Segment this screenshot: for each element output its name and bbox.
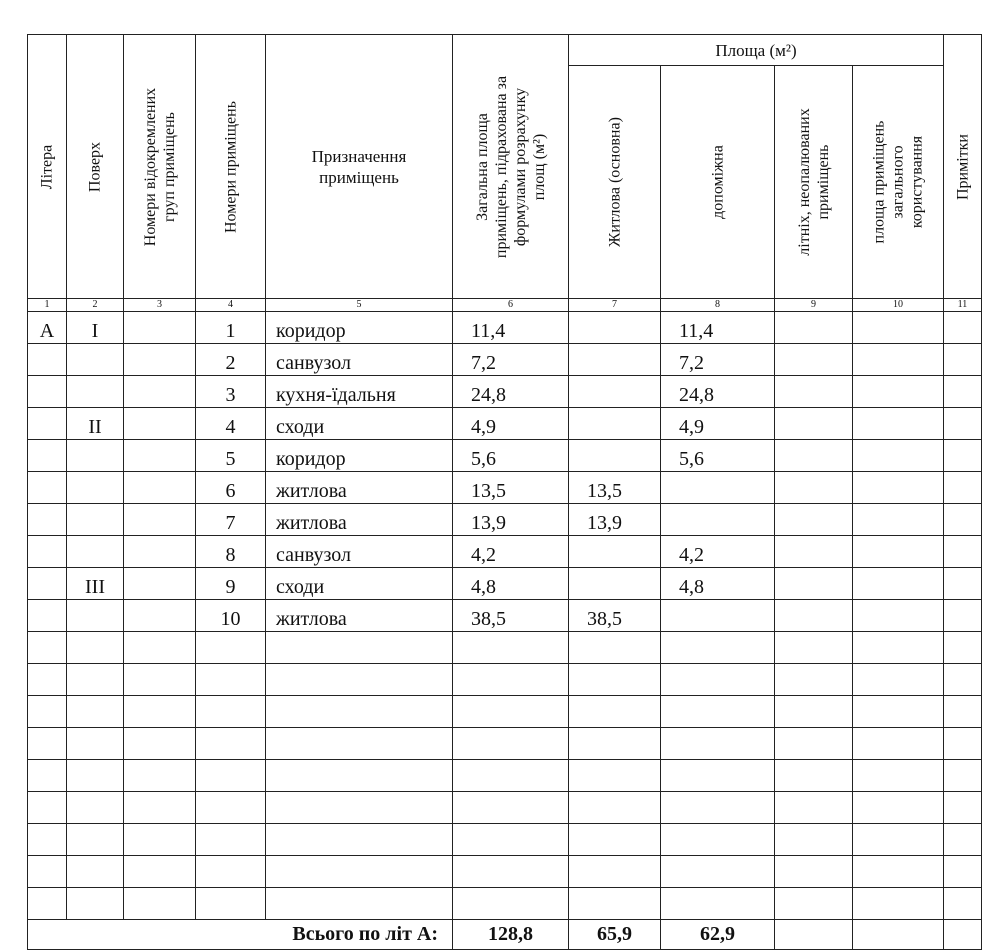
cell-floor: II xyxy=(67,408,124,440)
cell-living xyxy=(569,376,661,408)
empty-cell xyxy=(67,728,124,760)
empty-cell xyxy=(196,696,266,728)
cell-summer xyxy=(775,408,853,440)
empty-cell xyxy=(661,632,775,664)
empty-table-row xyxy=(28,664,982,696)
cell-summer xyxy=(775,376,853,408)
cell-common xyxy=(853,504,944,536)
cell-aux: 4,8 xyxy=(661,568,775,600)
cell-floor xyxy=(67,504,124,536)
cell-living xyxy=(569,536,661,568)
empty-cell xyxy=(569,728,661,760)
empty-cell xyxy=(266,664,453,696)
cell-floor: I xyxy=(67,312,124,344)
empty-cell xyxy=(775,696,853,728)
cell-common xyxy=(853,472,944,504)
cell-summer xyxy=(775,568,853,600)
empty-cell xyxy=(67,792,124,824)
cell-summer xyxy=(775,504,853,536)
empty-cell xyxy=(853,792,944,824)
empty-table-row xyxy=(28,728,982,760)
empty-cell xyxy=(944,824,982,856)
cell-common xyxy=(853,600,944,632)
empty-cell xyxy=(453,696,569,728)
cell-group xyxy=(124,312,196,344)
empty-cell xyxy=(853,632,944,664)
empty-cell xyxy=(569,856,661,888)
cell-common xyxy=(853,376,944,408)
column-number-cell: 6 xyxy=(453,299,569,312)
header-groups: Номери відокремлених груп приміщень xyxy=(124,35,196,299)
cell-aux: 7,2 xyxy=(661,344,775,376)
empty-cell xyxy=(453,824,569,856)
column-number-cell: 7 xyxy=(569,299,661,312)
header-total-area: Загальна площа приміщень, підрахована за формулами розрахунку площ (м²) xyxy=(453,35,569,299)
cell-group xyxy=(124,600,196,632)
empty-cell xyxy=(661,824,775,856)
empty-cell xyxy=(196,888,266,920)
cell-living: 13,5 xyxy=(569,472,661,504)
empty-cell xyxy=(944,888,982,920)
cell-name: санвузол xyxy=(266,344,453,376)
header-common-area: площа приміщень загального користування xyxy=(853,66,944,299)
empty-cell xyxy=(775,760,853,792)
empty-cell xyxy=(944,664,982,696)
header-floor: Поверх xyxy=(67,35,124,299)
empty-cell xyxy=(661,664,775,696)
column-number-cell: 5 xyxy=(266,299,453,312)
cell-group xyxy=(124,408,196,440)
empty-table-row xyxy=(28,792,982,824)
cell-litera xyxy=(28,568,67,600)
empty-cell xyxy=(944,632,982,664)
cell-total: 38,5 xyxy=(453,600,569,632)
table-row xyxy=(28,440,982,472)
cell-litera xyxy=(28,600,67,632)
cell-notes xyxy=(944,408,982,440)
cell-name: сходи xyxy=(266,568,453,600)
empty-cell xyxy=(661,792,775,824)
empty-table-row xyxy=(28,696,982,728)
empty-cell xyxy=(853,824,944,856)
cell-summer xyxy=(775,440,853,472)
empty-cell xyxy=(569,664,661,696)
empty-cell xyxy=(67,856,124,888)
empty-cell xyxy=(266,632,453,664)
totals-label: Всього по літ А: xyxy=(28,920,453,950)
empty-cell xyxy=(775,824,853,856)
empty-cell xyxy=(28,760,67,792)
empty-cell xyxy=(28,664,67,696)
header-living-area: Житлова (основна) xyxy=(569,66,661,299)
empty-cell xyxy=(266,856,453,888)
empty-cell xyxy=(853,856,944,888)
empty-cell xyxy=(453,728,569,760)
table-row xyxy=(28,536,982,568)
cell-living: 13,9 xyxy=(569,504,661,536)
cell-aux: 4,9 xyxy=(661,408,775,440)
cell-summer xyxy=(775,344,853,376)
cell-num: 9 xyxy=(196,568,266,600)
cell-litera xyxy=(28,536,67,568)
cell-name: коридор xyxy=(266,312,453,344)
cell-name: житлова xyxy=(266,472,453,504)
cell-name: сходи xyxy=(266,408,453,440)
empty-cell xyxy=(775,728,853,760)
empty-cell xyxy=(124,728,196,760)
empty-cell xyxy=(196,728,266,760)
empty-table-row xyxy=(28,856,982,888)
empty-cell xyxy=(67,632,124,664)
empty-cell xyxy=(196,792,266,824)
empty-cell xyxy=(67,664,124,696)
cell-floor xyxy=(67,376,124,408)
cell-notes xyxy=(944,536,982,568)
cell-group xyxy=(124,472,196,504)
empty-cell xyxy=(28,824,67,856)
cell-num: 4 xyxy=(196,408,266,440)
empty-cell xyxy=(196,664,266,696)
empty-cell xyxy=(775,888,853,920)
empty-cell xyxy=(28,728,67,760)
cell-common xyxy=(853,440,944,472)
empty-cell xyxy=(266,824,453,856)
cell-num: 7 xyxy=(196,504,266,536)
cell-litera xyxy=(28,472,67,504)
empty-cell xyxy=(67,824,124,856)
empty-cell xyxy=(661,728,775,760)
empty-cell xyxy=(944,856,982,888)
cell-notes xyxy=(944,504,982,536)
header-area-group: Площа (м²) xyxy=(569,35,944,66)
cell-common xyxy=(853,568,944,600)
column-number-row xyxy=(28,299,982,312)
cell-group xyxy=(124,504,196,536)
cell-floor xyxy=(67,344,124,376)
totals-aux: 62,9 xyxy=(661,920,775,950)
cell-living: 38,5 xyxy=(569,600,661,632)
cell-litera: А xyxy=(28,312,67,344)
cell-num: 2 xyxy=(196,344,266,376)
cell-total: 4,8 xyxy=(453,568,569,600)
cell-living xyxy=(569,344,661,376)
header-purpose: Призначення приміщень xyxy=(266,35,453,299)
cell-num: 5 xyxy=(196,440,266,472)
empty-cell xyxy=(28,792,67,824)
empty-cell xyxy=(28,632,67,664)
cell-living xyxy=(569,568,661,600)
cell-aux xyxy=(661,504,775,536)
empty-cell xyxy=(661,856,775,888)
table-row xyxy=(28,600,982,632)
empty-cell xyxy=(775,856,853,888)
empty-cell xyxy=(124,856,196,888)
cell-num: 6 xyxy=(196,472,266,504)
empty-cell xyxy=(944,696,982,728)
empty-cell xyxy=(453,856,569,888)
cell-total: 7,2 xyxy=(453,344,569,376)
cell-aux: 24,8 xyxy=(661,376,775,408)
table-row xyxy=(28,408,982,440)
cell-notes xyxy=(944,440,982,472)
column-number-cell: 3 xyxy=(124,299,196,312)
cell-aux: 4,2 xyxy=(661,536,775,568)
table-row xyxy=(28,344,982,376)
header-summer-area: літніх, неопалюваних приміщень xyxy=(775,66,853,299)
empty-cell xyxy=(853,728,944,760)
cell-notes xyxy=(944,472,982,504)
cell-notes xyxy=(944,600,982,632)
empty-cell xyxy=(67,696,124,728)
cell-total: 13,5 xyxy=(453,472,569,504)
empty-cell xyxy=(266,760,453,792)
cell-num: 10 xyxy=(196,600,266,632)
cell-name: кухня-їдальня xyxy=(266,376,453,408)
cell-name: санвузол xyxy=(266,536,453,568)
header-aux-area: допоміжна xyxy=(661,66,775,299)
cell-litera xyxy=(28,376,67,408)
totals-living: 65,9 xyxy=(569,920,661,950)
cell-group xyxy=(124,568,196,600)
cell-litera xyxy=(28,344,67,376)
cell-common xyxy=(853,344,944,376)
header-notes: Примітки xyxy=(944,35,982,299)
empty-cell xyxy=(569,792,661,824)
empty-cell xyxy=(853,664,944,696)
cell-common xyxy=(853,408,944,440)
empty-cell xyxy=(853,760,944,792)
cell-living xyxy=(569,312,661,344)
cell-common xyxy=(853,312,944,344)
empty-cell xyxy=(453,888,569,920)
table-row xyxy=(28,568,982,600)
empty-cell xyxy=(569,888,661,920)
empty-cell xyxy=(944,728,982,760)
cell-num: 8 xyxy=(196,536,266,568)
empty-cell xyxy=(453,664,569,696)
column-number-cell: 8 xyxy=(661,299,775,312)
column-number-cell: 2 xyxy=(67,299,124,312)
empty-cell xyxy=(853,696,944,728)
empty-cell xyxy=(67,760,124,792)
empty-cell xyxy=(196,760,266,792)
empty-cell xyxy=(196,856,266,888)
empty-cell xyxy=(453,632,569,664)
cell-litera xyxy=(28,408,67,440)
cell-floor xyxy=(67,536,124,568)
cell-notes xyxy=(944,376,982,408)
cell-total: 4,2 xyxy=(453,536,569,568)
cell-num: 1 xyxy=(196,312,266,344)
cell-total: 24,8 xyxy=(453,376,569,408)
cell-total: 11,4 xyxy=(453,312,569,344)
cell-name: житлова xyxy=(266,600,453,632)
cell-group xyxy=(124,536,196,568)
rooms-area-table xyxy=(27,34,982,950)
cell-total: 5,6 xyxy=(453,440,569,472)
cell-litera xyxy=(28,440,67,472)
cell-total: 13,9 xyxy=(453,504,569,536)
empty-cell xyxy=(661,696,775,728)
column-number-cell: 4 xyxy=(196,299,266,312)
cell-notes xyxy=(944,568,982,600)
cell-notes xyxy=(944,312,982,344)
cell-summer xyxy=(775,312,853,344)
empty-cell xyxy=(853,888,944,920)
cell-floor xyxy=(67,440,124,472)
cell-group xyxy=(124,440,196,472)
column-number-cell: 11 xyxy=(944,299,982,312)
empty-cell xyxy=(453,760,569,792)
empty-cell xyxy=(196,824,266,856)
cell-aux: 5,6 xyxy=(661,440,775,472)
empty-cell xyxy=(569,696,661,728)
empty-cell xyxy=(67,888,124,920)
cell-common xyxy=(853,536,944,568)
cell-living xyxy=(569,408,661,440)
cell-floor: III xyxy=(67,568,124,600)
cell-group xyxy=(124,344,196,376)
table-row xyxy=(28,376,982,408)
header-litera: Літера xyxy=(28,35,67,299)
cell-aux xyxy=(661,600,775,632)
cell-num: 3 xyxy=(196,376,266,408)
empty-cell xyxy=(453,792,569,824)
cell-floor xyxy=(67,472,124,504)
cell-floor xyxy=(67,600,124,632)
empty-cell xyxy=(775,664,853,696)
empty-cell xyxy=(28,888,67,920)
empty-cell xyxy=(266,888,453,920)
empty-cell xyxy=(124,664,196,696)
column-number-cell: 10 xyxy=(853,299,944,312)
empty-cell xyxy=(124,888,196,920)
cell-name: житлова xyxy=(266,504,453,536)
cell-summer xyxy=(775,536,853,568)
empty-cell xyxy=(124,696,196,728)
empty-table-row xyxy=(28,632,982,664)
empty-cell xyxy=(196,632,266,664)
empty-cell xyxy=(28,856,67,888)
table-row xyxy=(28,504,982,536)
column-number-cell: 9 xyxy=(775,299,853,312)
empty-cell xyxy=(661,760,775,792)
cell-name: коридор xyxy=(266,440,453,472)
cell-summer xyxy=(775,472,853,504)
cell-litera xyxy=(28,504,67,536)
empty-cell xyxy=(569,632,661,664)
empty-cell xyxy=(661,888,775,920)
column-number-cell: 1 xyxy=(28,299,67,312)
empty-cell xyxy=(124,792,196,824)
cell-aux xyxy=(661,472,775,504)
cell-group xyxy=(124,376,196,408)
empty-cell xyxy=(775,792,853,824)
empty-cell xyxy=(944,760,982,792)
empty-cell xyxy=(775,632,853,664)
totals-total: 128,8 xyxy=(453,920,569,950)
cell-aux: 11,4 xyxy=(661,312,775,344)
table-row xyxy=(28,312,982,344)
empty-table-row xyxy=(28,888,982,920)
cell-total: 4,9 xyxy=(453,408,569,440)
empty-table-row xyxy=(28,824,982,856)
table-row xyxy=(28,472,982,504)
empty-cell xyxy=(266,696,453,728)
empty-table-row xyxy=(28,760,982,792)
cell-living xyxy=(569,440,661,472)
empty-cell xyxy=(266,728,453,760)
empty-cell xyxy=(266,792,453,824)
empty-cell xyxy=(569,824,661,856)
empty-cell xyxy=(124,760,196,792)
empty-cell xyxy=(124,824,196,856)
cell-notes xyxy=(944,344,982,376)
empty-cell xyxy=(124,632,196,664)
empty-cell xyxy=(944,792,982,824)
cell-summer xyxy=(775,600,853,632)
empty-cell xyxy=(28,696,67,728)
header-room-numbers: Номери приміщень xyxy=(196,35,266,299)
empty-cell xyxy=(569,760,661,792)
